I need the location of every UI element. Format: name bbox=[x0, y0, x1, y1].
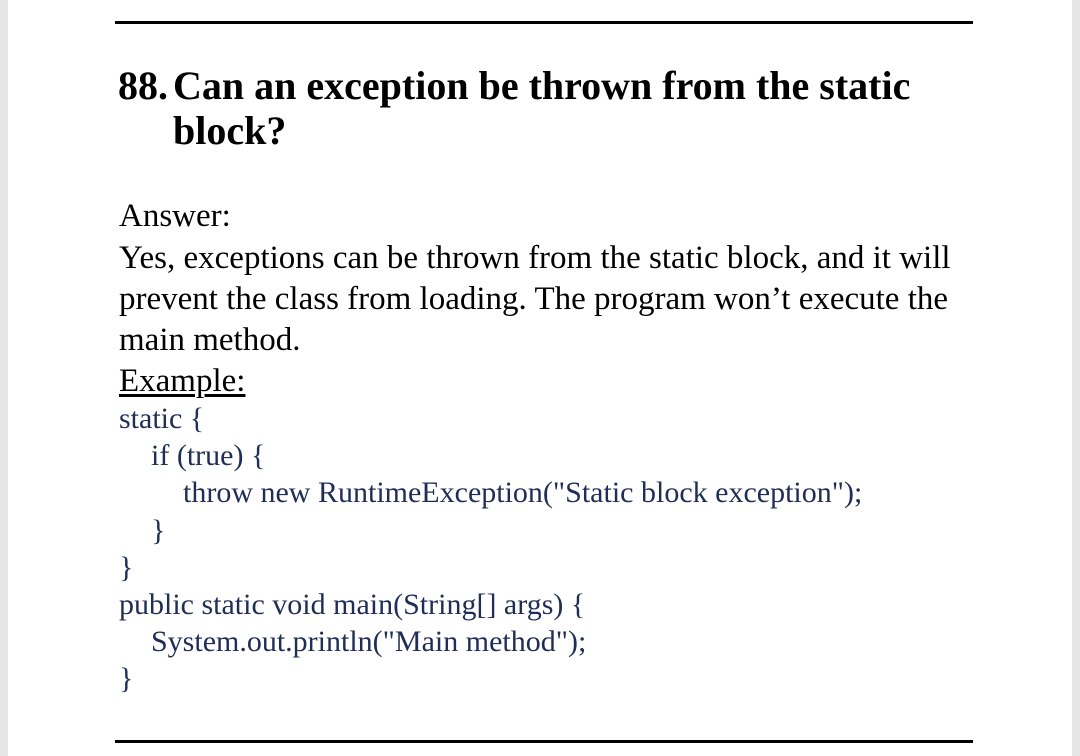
code-line: static { bbox=[119, 402, 205, 435]
code-line: } bbox=[151, 513, 166, 547]
code-line: } bbox=[119, 550, 134, 584]
question-number: 88. bbox=[118, 63, 168, 108]
code-line: } bbox=[119, 662, 134, 696]
question-text: Can an exception be thrown from the static block? bbox=[173, 63, 911, 153]
top-rule bbox=[115, 21, 973, 24]
answer-body: Yes, exceptions can be thrown from the static block, and it will prevent the class from loading. The program won’t execute the main method. bbox=[119, 240, 951, 358]
question-heading bbox=[118, 63, 978, 153]
code-example bbox=[119, 400, 979, 698]
bottom-rule bbox=[115, 740, 973, 743]
example-label: Example: bbox=[119, 363, 246, 399]
answer-label: Answer: bbox=[119, 198, 231, 234]
code-line: if (true) { bbox=[151, 439, 266, 473]
code-line: public static void main(String[] args) { bbox=[119, 587, 586, 621]
document-page bbox=[8, 0, 1072, 756]
code-line: throw new RuntimeException("Static block exception"); bbox=[183, 476, 863, 510]
code-line: System.out.println("Main method"); bbox=[151, 625, 587, 659]
